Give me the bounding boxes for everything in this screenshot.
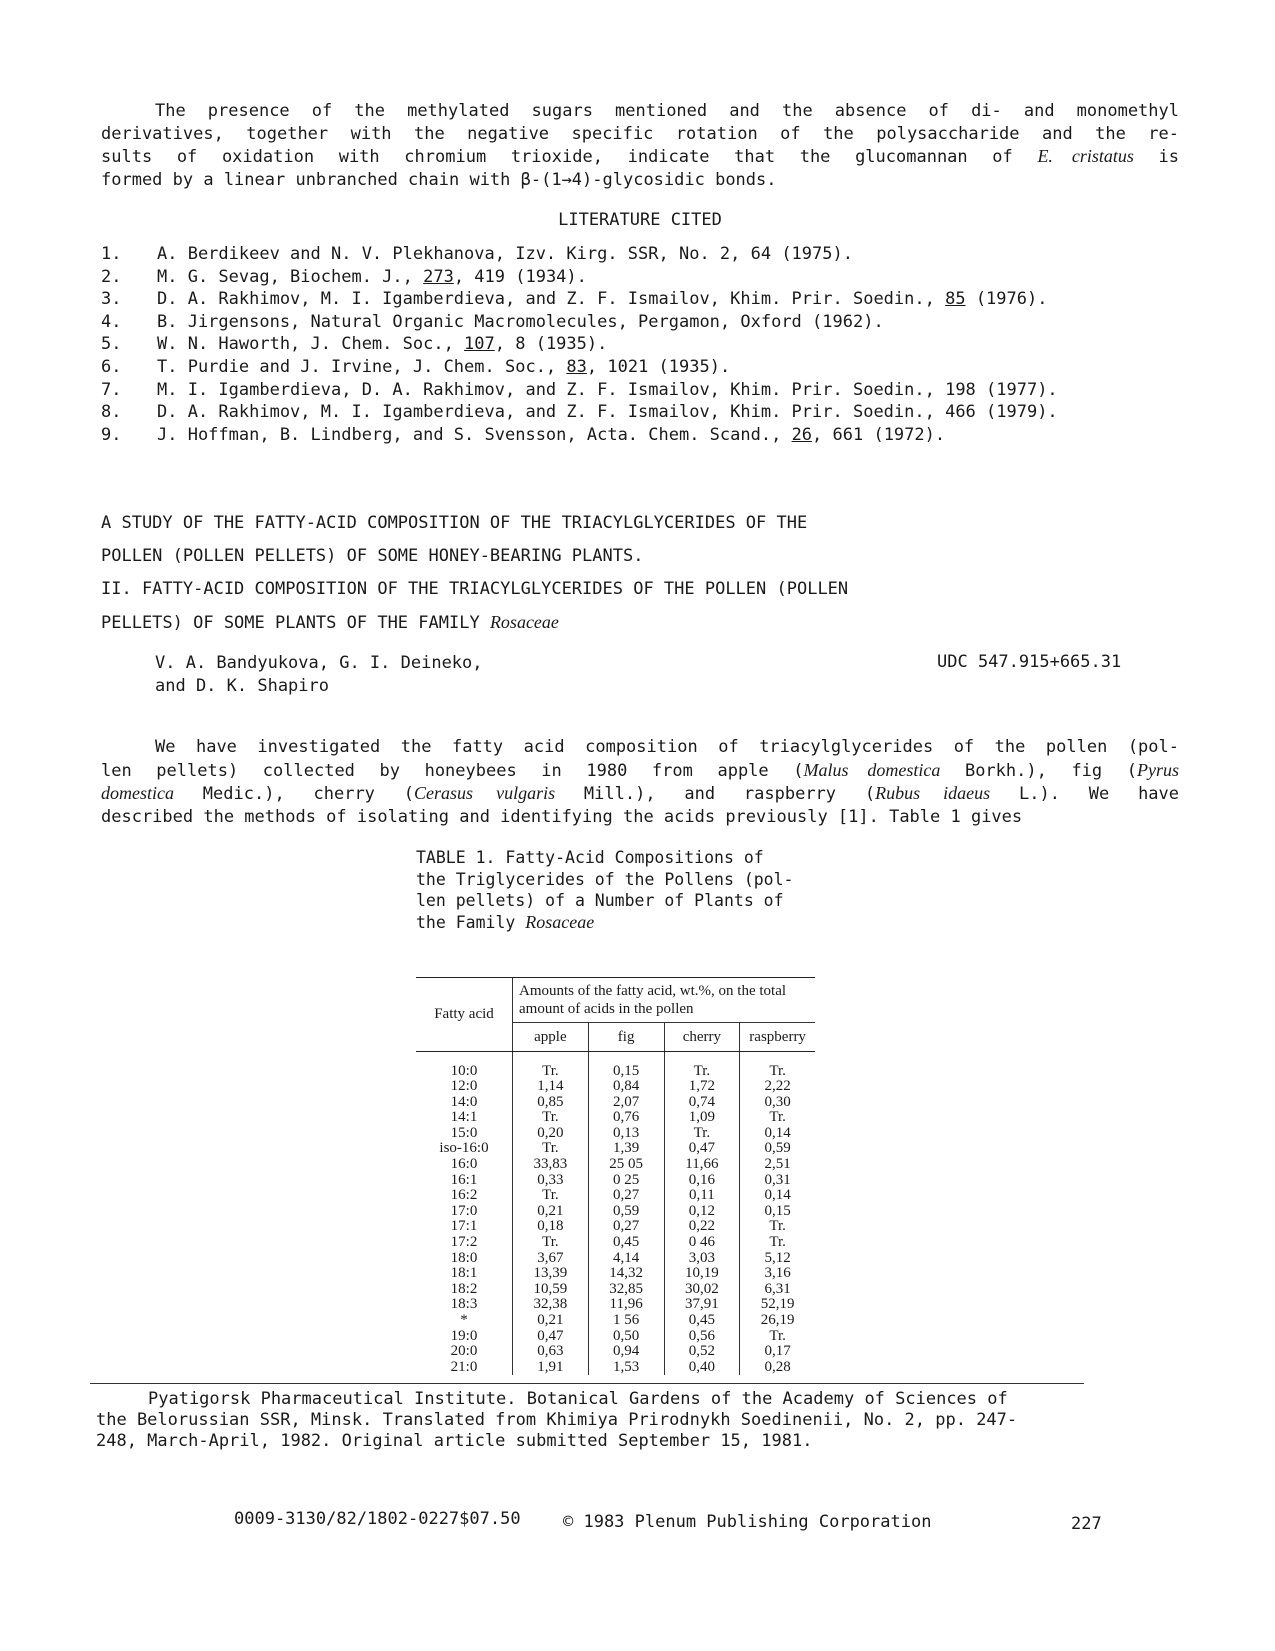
value-fig: 25 05 xyxy=(588,1157,664,1173)
value-cherry: 0,11 xyxy=(664,1188,740,1204)
value-apple: 0,18 xyxy=(513,1219,589,1235)
value-fig: 32,85 xyxy=(588,1282,664,1298)
ref-number: 6. xyxy=(101,356,122,377)
fatty-acid-table xyxy=(416,977,815,1375)
acid-label: 20:0 xyxy=(450,1343,478,1360)
table-body xyxy=(416,1052,815,1376)
title-line-3: II. FATTY-ACID COMPOSITION OF THE TRIACYLGLYCERIDES OF THE POLLEN (POLLEN xyxy=(101,579,849,599)
ref-number: 9. xyxy=(101,424,122,445)
acid-label: 17:2 xyxy=(450,1234,478,1251)
acid-label: 19:0 xyxy=(450,1327,478,1344)
value-apple: Tr. xyxy=(513,1110,589,1126)
value-raspberry: 2,22 xyxy=(740,1079,815,1095)
ref-text-tail: (1976). xyxy=(965,289,1048,310)
value-apple: Tr. xyxy=(513,1141,589,1157)
table-row xyxy=(416,1313,815,1329)
caption-line-4 xyxy=(416,912,794,934)
body-line-2-b: Borkh.), fig ( xyxy=(940,760,1137,781)
value-fig: 0,13 xyxy=(588,1126,664,1142)
col-fig: fig xyxy=(588,1023,664,1052)
table-row xyxy=(416,1188,815,1204)
caption-line-2: the Triglycerides of the Pollens (pol- xyxy=(416,869,794,889)
acid-label: 17:1 xyxy=(450,1218,478,1235)
value-apple: Tr. xyxy=(513,1064,589,1080)
ref-text-tail: , 1021 (1935). xyxy=(586,356,731,377)
value-apple: 0,33 xyxy=(513,1173,589,1189)
ref-text: M. I. Igamberdieva, D. A. Rakhimov, and Z. F. Ismailov, Khim. Prir. Soedin., 198 (1977). xyxy=(157,379,1058,400)
body-line-3-a: Medic.), cherry ( xyxy=(173,784,414,804)
value-apple: 0,20 xyxy=(513,1126,589,1142)
reference-list xyxy=(101,243,1191,446)
footnote-line-3: 248, March-April, 1982. Original article submitted September 15, 1981. xyxy=(96,1431,813,1451)
value-fig: 14,32 xyxy=(588,1266,664,1282)
acid-label: 18:2 xyxy=(450,1280,478,1297)
value-fig: 0,59 xyxy=(588,1204,664,1220)
value-apple: 13,39 xyxy=(513,1266,589,1282)
authors-line-1: V. A. Bandyukova, G. I. Deineko, xyxy=(155,653,483,673)
table-row xyxy=(416,1157,815,1173)
reference-1 xyxy=(101,243,1191,266)
table-caption xyxy=(416,847,794,934)
ref-volume: 85 xyxy=(945,289,966,310)
ref-volume: 107 xyxy=(464,334,495,355)
species-cerasus: Cerasus vulgaris xyxy=(413,783,556,803)
table-row xyxy=(416,1329,815,1345)
footnote-line-2: the Belorussian SSR, Minsk. Translated from Khimiya Prirodnykh Soedinenii, No. 2, pp. 247- xyxy=(96,1410,1018,1430)
value-cherry: 0,12 xyxy=(664,1204,740,1220)
value-cherry: 30,02 xyxy=(664,1282,740,1298)
header-amounts: Amounts of the fatty acid, wt.%, on the total amount of acids in the pollen xyxy=(513,978,816,1023)
value-raspberry: 0,59 xyxy=(740,1141,815,1157)
value-fig: 0,27 xyxy=(588,1219,664,1235)
reference-6 xyxy=(101,356,1191,379)
ref-volume: 26 xyxy=(791,424,813,445)
value-raspberry: 0,15 xyxy=(740,1204,815,1220)
value-raspberry: 0,31 xyxy=(740,1173,815,1189)
value-cherry: 11,66 xyxy=(664,1157,740,1173)
value-fig: 1,53 xyxy=(588,1360,664,1376)
value-raspberry: 0,30 xyxy=(740,1095,815,1111)
reference-3 xyxy=(101,288,1191,311)
value-fig: 4,14 xyxy=(588,1251,664,1267)
intro-line-1: The presence of the methylated sugars mentioned and the absence of di- and monomethyl xyxy=(155,101,1179,121)
page-number: 227 xyxy=(1071,1514,1102,1534)
table-row xyxy=(416,1297,815,1313)
body-line-3 xyxy=(101,782,1179,806)
authors-line-2: and D. K. Shapiro xyxy=(155,676,329,696)
ref-number: 8. xyxy=(101,402,122,423)
acid-label: 21:0 xyxy=(450,1358,478,1375)
value-apple: 32,38 xyxy=(513,1297,589,1313)
value-apple: 1,91 xyxy=(513,1360,589,1376)
title-line-1: A STUDY OF THE FATTY-ACID COMPOSITION OF THE TRIACYLGLYCERIDES OF THE xyxy=(101,513,808,533)
value-fig: 0,94 xyxy=(588,1344,664,1360)
reference-5 xyxy=(101,333,1191,356)
table-row xyxy=(416,1235,815,1251)
table-row xyxy=(416,1110,815,1126)
value-fig: 2,07 xyxy=(588,1095,664,1111)
ref-text: M. G. Sevag, Biochem. J., xyxy=(157,266,424,287)
table-row xyxy=(416,1282,815,1298)
ref-text: A. Berdikeev and N. V. Plekhanova, Izv. Kirg. SSR, No. 2, 64 (1975). xyxy=(157,244,853,264)
ref-number: 7. xyxy=(101,379,122,400)
table-row xyxy=(416,1251,815,1267)
acid-label: 18:1 xyxy=(450,1265,478,1282)
value-apple: 1,14 xyxy=(513,1079,589,1095)
value-fig: 0,27 xyxy=(588,1188,664,1204)
value-apple: 0,47 xyxy=(513,1329,589,1345)
value-cherry: 0,16 xyxy=(664,1173,740,1189)
value-raspberry: 5,12 xyxy=(740,1251,815,1267)
value-cherry: Tr. xyxy=(664,1126,740,1142)
value-cherry: 0,45 xyxy=(664,1313,740,1329)
value-apple: 0,85 xyxy=(513,1095,589,1111)
footnote-line-1: Pyatigorsk Pharmaceutical Institute. Botanical Gardens of the Academy of Sciences of xyxy=(148,1389,1008,1409)
species-rubus: Rubus idaeus xyxy=(875,783,991,803)
species-malus: Malus domestica xyxy=(803,759,941,780)
body-line-3-c: L.). We have xyxy=(990,784,1180,804)
body-paragraph xyxy=(101,736,1179,828)
table-row xyxy=(416,1173,815,1189)
table-row xyxy=(416,1204,815,1220)
intro-line-2: derivatives, together with the negative specific rotation of the polysaccharide and the re- xyxy=(101,123,1179,144)
acid-label: 15:0 xyxy=(450,1124,478,1141)
ref-text: B. Jirgensons, Natural Organic Macromolecules, Pergamon, Oxford (1962). xyxy=(157,311,884,332)
acid-label: 18:3 xyxy=(450,1296,478,1313)
udc-code: UDC 547.915+665.31 xyxy=(937,652,1122,672)
reference-7 xyxy=(101,379,1191,402)
title-line-4-text: PELLETS) OF SOME PLANTS OF THE FAMILY xyxy=(101,613,490,633)
value-fig: 0,76 xyxy=(588,1110,664,1126)
table-row xyxy=(416,1266,815,1282)
value-cherry: Tr. xyxy=(664,1064,740,1080)
value-cherry: 1,09 xyxy=(664,1110,740,1126)
caption-family: Rosaceae xyxy=(525,912,595,933)
value-cherry: 3,03 xyxy=(664,1251,740,1267)
acid-label: 17:0 xyxy=(450,1202,478,1219)
value-fig: 0,45 xyxy=(588,1235,664,1251)
body-line-4: described the methods of isolating and identifying the acids previously [1]. Table 1 gives xyxy=(101,806,1023,827)
acid-label: 18:0 xyxy=(450,1249,478,1266)
authors xyxy=(155,652,483,698)
title-line-4 xyxy=(101,606,848,640)
value-fig: 1,39 xyxy=(588,1141,664,1157)
ref-text-tail: , 8 (1935). xyxy=(494,334,608,355)
ref-text-tail: , 419 (1934). xyxy=(453,266,587,287)
species-pyrus: Pyrus xyxy=(1137,759,1179,780)
acid-label: 16:0 xyxy=(450,1156,478,1173)
value-fig: 0 25 xyxy=(588,1173,664,1189)
col-raspberry: raspberry xyxy=(740,1023,815,1052)
value-raspberry: 0,14 xyxy=(740,1126,815,1142)
value-cherry: 37,91 xyxy=(664,1297,740,1313)
journal-code: 0009-3130/82/1802-0227$07.50 xyxy=(234,1509,521,1529)
intro-line-3-text: sults of oxidation with chromium trioxide, indicate that the glucomannan of xyxy=(101,147,1038,167)
acid-label: * xyxy=(460,1312,468,1328)
value-cherry: 0,74 xyxy=(664,1095,740,1111)
value-cherry: 0,56 xyxy=(664,1329,740,1345)
col-apple: apple xyxy=(513,1023,589,1052)
table-row xyxy=(416,1064,815,1080)
caption-line-3: len pellets) of a Number of Plants of xyxy=(416,891,784,911)
title-line-2: POLLEN (POLLEN PELLETS) OF SOME HONEY-BEARING PLANTS. xyxy=(101,546,644,566)
caption-line-4-text: the Family xyxy=(416,913,526,933)
value-fig: 0,50 xyxy=(588,1329,664,1345)
value-apple: 10,59 xyxy=(513,1282,589,1298)
value-raspberry: Tr. xyxy=(740,1219,815,1235)
caption-line-1: TABLE 1. Fatty-Acid Compositions of xyxy=(416,848,764,867)
value-raspberry: 26,19 xyxy=(740,1313,815,1329)
value-raspberry: Tr. xyxy=(740,1110,815,1126)
table-row xyxy=(416,1360,815,1376)
ref-number: 1. xyxy=(101,244,122,264)
ref-number: 2. xyxy=(101,266,122,287)
body-line-2 xyxy=(101,759,1179,783)
value-fig: 11,96 xyxy=(588,1297,664,1313)
value-cherry: 0,40 xyxy=(664,1360,740,1376)
ref-number: 3. xyxy=(101,289,122,310)
value-raspberry: 6,31 xyxy=(740,1282,815,1298)
literature-heading: LITERATURE CITED xyxy=(558,210,722,230)
value-fig: 0,15 xyxy=(588,1064,664,1080)
ref-text-tail: , 661 (1972). xyxy=(812,424,946,445)
table-row xyxy=(416,1095,815,1111)
value-apple: 0,21 xyxy=(513,1313,589,1329)
acid-label: 16:1 xyxy=(450,1171,478,1188)
intro-paragraph xyxy=(101,100,1179,191)
reference-2 xyxy=(101,266,1191,289)
intro-line-4: formed by a linear unbranched chain with β-(1→4)-glycosidic bonds. xyxy=(101,169,777,190)
ref-text: D. A. Rakhimov, M. I. Igamberdieva, and Z. F. Ismailov, Khim. Prir. Soedin., xyxy=(157,289,946,310)
acid-label: 10:0 xyxy=(450,1062,478,1079)
value-apple: 0,21 xyxy=(513,1204,589,1220)
ref-text: W. N. Haworth, J. Chem. Soc., xyxy=(157,334,465,355)
species-name: E. cristatus xyxy=(1037,146,1134,166)
ref-number: 5. xyxy=(101,334,122,355)
value-cherry: 10,19 xyxy=(664,1266,740,1282)
value-cherry: 0 46 xyxy=(664,1235,740,1251)
copyright: © 1983 Plenum Publishing Corporation xyxy=(563,1512,932,1532)
value-cherry: 0,52 xyxy=(664,1344,740,1360)
reference-4 xyxy=(101,311,1191,334)
table-row xyxy=(416,1219,815,1235)
value-apple: Tr. xyxy=(513,1188,589,1204)
value-raspberry: Tr. xyxy=(740,1064,815,1080)
acid-label: iso-16:0 xyxy=(439,1140,489,1157)
value-raspberry: Tr. xyxy=(740,1329,815,1345)
value-apple: Tr. xyxy=(513,1235,589,1251)
reference-9 xyxy=(101,424,1191,447)
header-fatty-acid: Fatty acid xyxy=(416,978,513,1052)
value-raspberry: 52,19 xyxy=(740,1297,815,1313)
value-raspberry: Tr. xyxy=(740,1235,815,1251)
reference-8 xyxy=(101,401,1191,424)
value-cherry: 0,47 xyxy=(664,1141,740,1157)
value-cherry: 0,22 xyxy=(664,1219,740,1235)
ref-volume: 83 xyxy=(566,356,587,377)
body-line-3-b: Mill.), and raspberry ( xyxy=(555,784,876,804)
body-line-2-a: len pellets) collected by honeybees in 1980 from apple ( xyxy=(101,760,804,781)
value-raspberry: 2,51 xyxy=(740,1157,815,1173)
value-raspberry: 3,16 xyxy=(740,1266,815,1282)
value-fig: 1 56 xyxy=(588,1313,664,1329)
footer-rule xyxy=(90,1383,1084,1384)
acid-label: 14:0 xyxy=(450,1093,478,1110)
table-row xyxy=(416,1126,815,1142)
table-row xyxy=(416,1141,815,1157)
value-raspberry: 0,14 xyxy=(740,1188,815,1204)
table-row xyxy=(416,1344,815,1360)
table-1 xyxy=(416,977,815,1375)
species-domestica: domestica xyxy=(101,783,174,803)
col-cherry: cherry xyxy=(664,1023,740,1052)
value-raspberry: 0,28 xyxy=(740,1360,815,1376)
value-apple: 3,67 xyxy=(513,1251,589,1267)
value-apple: 33,83 xyxy=(513,1157,589,1173)
value-apple: 0,63 xyxy=(513,1344,589,1360)
title-family: Rosaceae xyxy=(489,612,559,632)
value-fig: 0,84 xyxy=(588,1079,664,1095)
ref-volume: 273 xyxy=(423,266,454,287)
ref-text: D. A. Rakhimov, M. I. Igamberdieva, and Z. F. Ismailov, Khim. Prir. Soedin., 466 (1979). xyxy=(157,402,1058,423)
acid-label: 12:0 xyxy=(450,1078,478,1095)
article-title xyxy=(101,507,848,640)
ref-number: 4. xyxy=(101,311,122,332)
value-raspberry: 0,17 xyxy=(740,1344,815,1360)
acid-label: 14:1 xyxy=(450,1109,478,1126)
value-cherry: 1,72 xyxy=(664,1079,740,1095)
ref-text: J. Hoffman, B. Lindberg, and S. Svensson, Acta. Chem. Scand., xyxy=(157,424,792,445)
acid-label: 16:2 xyxy=(450,1187,478,1204)
intro-line-3 xyxy=(101,145,1179,169)
body-line-1: We have investigated the fatty acid composition of triacylglycerides of the pollen (pol- xyxy=(155,737,1179,757)
intro-line-3-tail: is xyxy=(1133,147,1179,167)
ref-text: T. Purdie and J. Irvine, J. Chem. Soc., xyxy=(157,356,567,377)
affiliation-footnote xyxy=(96,1389,1017,1452)
table-row xyxy=(416,1079,815,1095)
